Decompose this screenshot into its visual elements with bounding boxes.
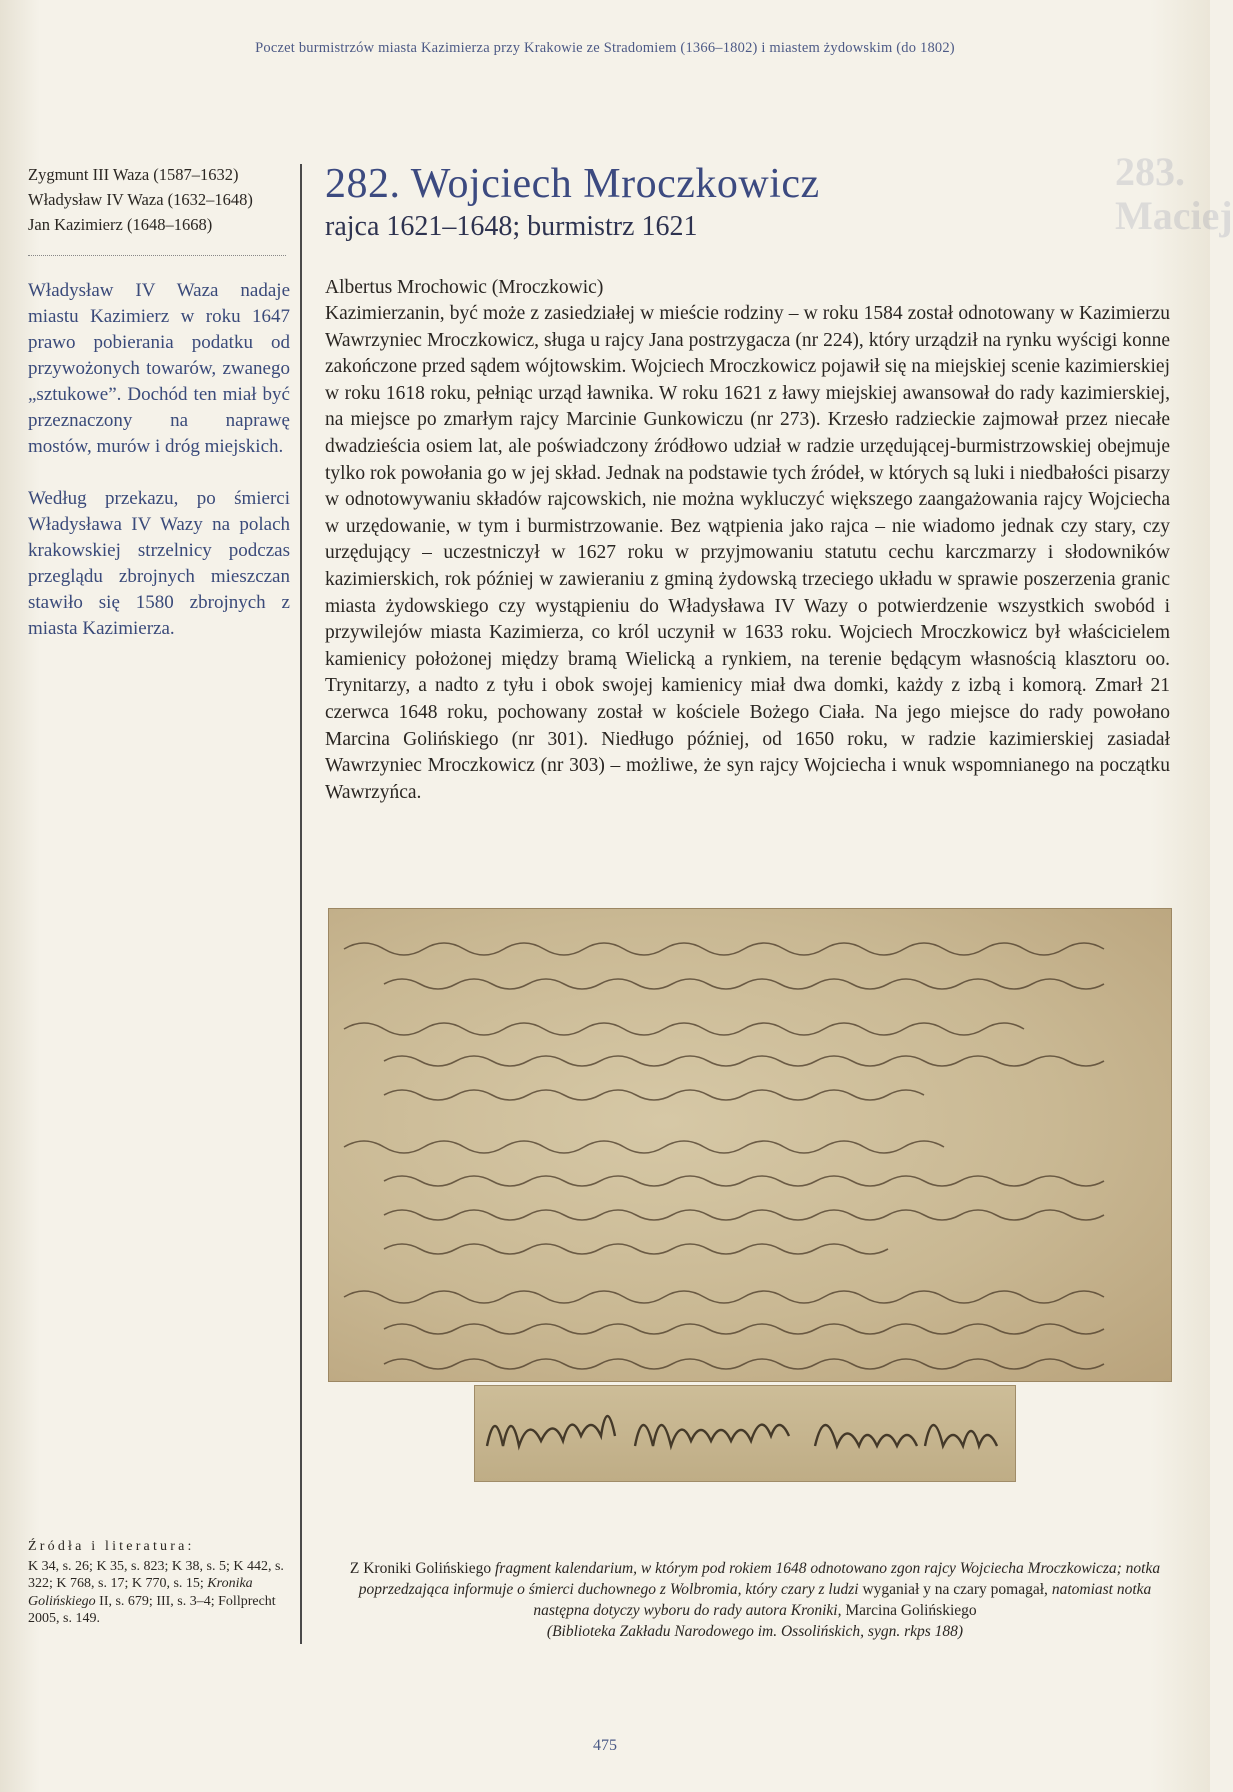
caption-description: fragment kalendarium, w którym pod rokiem 1648 odnotowano zgon rajcy Wojciecha Mroczkowicza; notka poprzedzająca informuje o śmierci duchownego z Wolbromia, który czary z ludzi	[358, 1560, 1161, 1598]
sidenote: Władysław IV Waza nadaje miastu Kazimierz w roku 1647 prawo pobierania podatku od przywożonych towarów, zwanego „sztukowe”. Dochód ten miał być przeznaczony na naprawę mostów, murów i dróg miejskich.	[28, 280, 290, 457]
figure-caption	[340, 1558, 1170, 1642]
caption-author: Marcina Golińskiego	[845, 1602, 977, 1619]
sources	[28, 1538, 290, 1628]
entry-alias: Albertus Mrochowic (Mroczkowic)	[325, 277, 604, 298]
reign-item: Jan Kazimierz (1648–1668)	[28, 215, 213, 234]
entry-title: 282. Wojciech Mroczkowicz	[325, 161, 820, 207]
entry-body: Kazimierzanin, być może z zasiedziałej w mieście rodziny – w roku 1584 został odnotowany w Kazimierzu Wawrzyniec Mroczkowicz, sługa u rajcy Jana postrzygacza (nr 224), który urządził na rynku wyścigi konne zakończone przed sądem wójtowskim. Wojciech Mroczkowicz pojawił się na miejskiej scenie kazimierskiej w roku 1618 roku, pełniąc urząd ławnika. W roku 1621 z ławy miejskiej awansował do rady kazimierskiej, na miejsce po zmarłym rajcy Marcinie Gunkowiczu (nr 273). Krzesło radzieckie zajmował przez niecałe dwadzieścia osiem lat, ale poświadczony źródłowo udział w radzie urzędującej-burmistrzowskiej obejmuje tylko rok powołania go w jej skład. Jednak na podstawie tych źródeł, w których są luki i niedbałości pisarzy w odnotowywaniu składów rajcowskich, nie można wykluczyć większego zaangażowania rajcy Wojciecha w urzędowanie, w tym i burmistrzowanie. Bez wątpienia jako rajca – nie wiadomo jednak czy stary, czy urzędujący – uczestniczył w 1627 roku w przyjmowaniu statutu cechu karczmarzy i słodowników kazimierskich, rok później w zawieraniu z gminą żydowską trzeciego układu w sprawie poszerzenia granic miasta żydowskiego czy wystąpieniu do Władysława IV Wazy o potwierdzenie wszystkich swobód i przywilejów miasta Kazimierza, co król uczynił w 1633 roku. Wojciech Mroczkowicz był właścicielem kamienicy położonej między bramą Wielicką a rynkiem, na terenie będącym własnością klasztoru oo. Trynitarzy, a nadto z tyłu i obok swojej kamienicy miał dwa domki, każdy z izbą i komorą. Zmarł 21 czerwca 1648 roku, pochowany został w kościele Bożego Ciała. Na jego miejsce do rady powołano Marcina Golińskiego (nr 301). Niedługo później, od 1650 roku, w radzie kazimierskiej zasiadał Wawrzyniec Mroczkowicz (nr 303) – możliwe, że syn rajcy Wojciecha i wnuk wspomnianego na początku Wawrzyńca.	[325, 303, 1170, 803]
sources-text	[28, 1558, 290, 1628]
caption-description-2: natomiast notka następna dotyczy wyboru do rady autora Kroniki,	[533, 1581, 1152, 1619]
manuscript-handwriting	[329, 909, 1171, 1381]
entry-subtitle: rajca 1621–1648; burmistrz 1621	[325, 211, 698, 242]
dotted-divider	[28, 255, 286, 256]
caption-source: Z Kroniki Golińskiego	[349, 1560, 495, 1577]
reigns-list	[28, 162, 290, 237]
page-number: 475	[593, 1737, 617, 1754]
sources-list: K 34, s. 26; K 35, s. 823; K 38, s. 5; K 442, s. 322; K 768, s. 17; K 770, s. 15;	[28, 1558, 284, 1591]
sources-heading: Źródła i literatura:	[28, 1539, 195, 1554]
sidenote: Według przekazu, po śmierci Władysława IV Wazy na polach krakowskiej strzelnicy podczas przeglądu zbrojnych mieszczan stawiło się 1580 zbrojnych z miasta Kazimierza.	[28, 488, 290, 639]
signature-image	[474, 1385, 1016, 1482]
signature-handwriting	[475, 1386, 1015, 1481]
reign-item: Władysław IV Waza (1632–1648)	[28, 190, 253, 209]
sources-italic: Kronika Golińskiego	[28, 1576, 253, 1609]
reign-item: Zygmunt III Waza (1587–1632)	[28, 165, 239, 184]
entry	[325, 160, 1170, 806]
manuscript-image	[328, 908, 1172, 1382]
sources-list-2: II, s. 679; III, s. 3–4; Follprecht 2005, s. 149.	[28, 1593, 276, 1626]
caption-library: (Biblioteka Zakładu Narodowego im. Ossolińskich, sygn. rkps 188)	[546, 1623, 964, 1640]
caption-quote: wyganiał y na czary pomagał,	[858, 1581, 1052, 1598]
column-rule	[300, 164, 302, 1644]
running-head: Poczet burmistrzów miasta Kazimierza przy Krakowie ze Stradomiem (1366–1802) i miastem żydowskim (do 1802)	[255, 40, 955, 56]
show-through-text: 283. Maciej	[1115, 149, 1233, 238]
sidebar	[28, 162, 290, 668]
